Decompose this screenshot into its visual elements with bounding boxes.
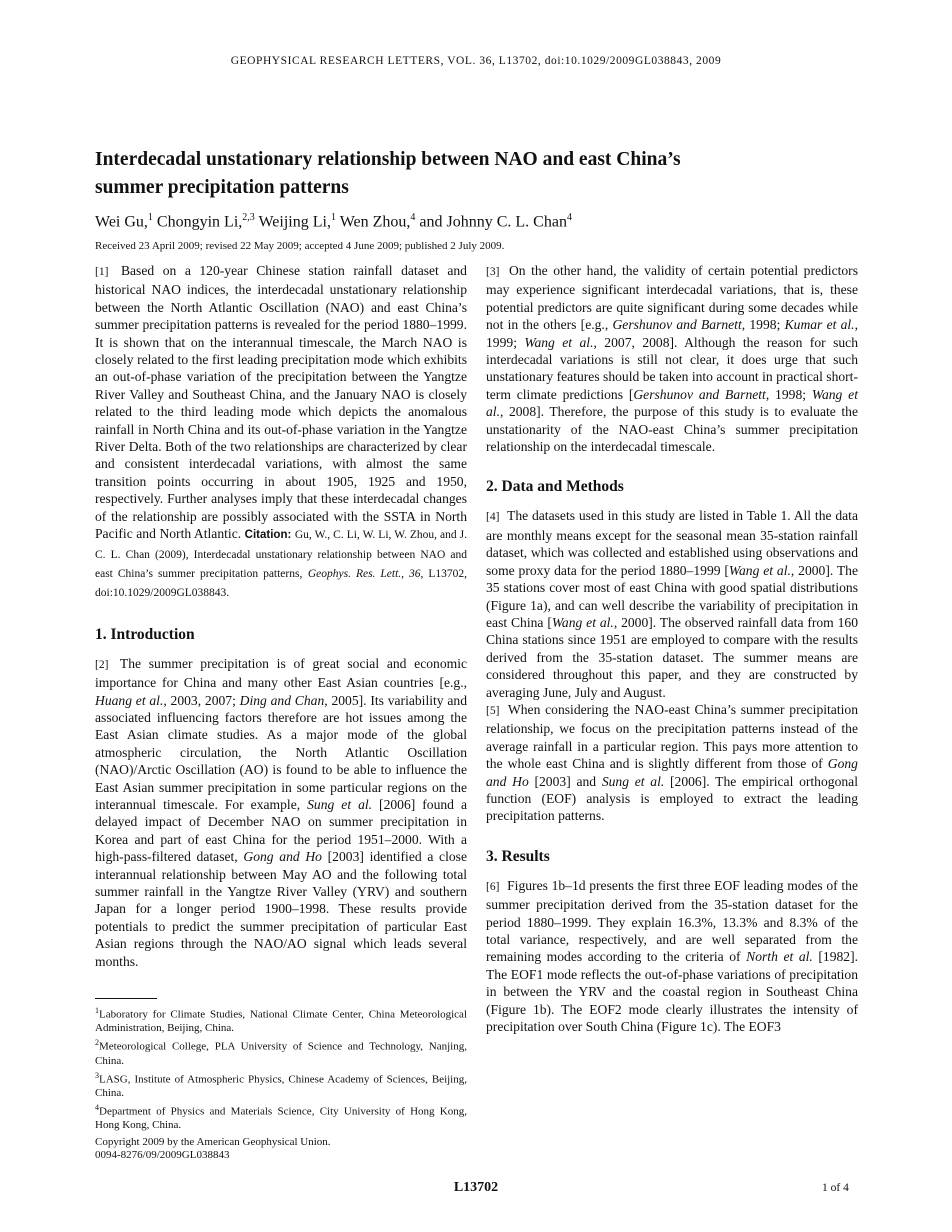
page-number: 1 of 4 [822, 1182, 849, 1194]
paragraph-2 [95, 655, 467, 970]
paragraph-4 [486, 507, 858, 700]
section-heading-data-methods: 2. Data and Methods [486, 478, 624, 496]
paragraph-text: , 1998; [741, 317, 781, 333]
author-name: and Johnny C. L. Chan [419, 213, 567, 231]
paragraph-text: On the other hand, the validity of certain potential predictors may experience significant interdecadal variations, that is, these potential predictors are quite significant during some decades while not in the others [e.g., [486, 263, 858, 333]
citation-journal: Geophys. Res. Lett. [307, 567, 402, 580]
paragraph-text: , 2007, 2008]. Although the reason for such interdecadal variations is still not clear, it does urge that such unstationary features should be taken into account in practical short-term climate predictions [ [486, 334, 858, 402]
reference-link: Ding and Chan [239, 692, 325, 708]
author-affiliation: 1 [147, 212, 153, 223]
issn-line: 0094-8276/09/2009GL038843 [95, 1149, 230, 1161]
paragraph-5 [486, 701, 858, 825]
copyright-notice [95, 1136, 467, 1162]
paragraph-text: When considering the NAO-east China’s summer precipitation relationship, we focus on the precipitation patterns instead of the average rainfall in a particular region. This pays more attention to the whole east China and is slightly different from those of [486, 701, 858, 772]
paragraph-text: , 2000]. The 35 stations cover most of east China with good spatial distributions (Figure 1a), and can well describe the variability of precipitation in east China [ [486, 562, 858, 630]
paragraph-3 [486, 262, 858, 455]
footnote-text: Meteorological College, PLA University of Science and Technology, Nanjing, China. [95, 1040, 467, 1067]
footnote-number: 1 [95, 1006, 99, 1015]
paragraph-number: [3] [486, 266, 500, 278]
running-head: GEOPHYSICAL RESEARCH LETTERS, VOL. 36, L13702, doi:10.1029/2009GL038843, 2009 [230, 55, 722, 67]
paragraph-text: The summer precipitation is of great social and economic importance for China and many other East Asian countries [e.g., [95, 655, 467, 691]
paragraph-text: [2006] found a delayed impact of December NAO on summer precipitation in Korea and part of east China for the period 1951–2000. With a high-pass-filtered dataset, [95, 796, 467, 865]
author-affiliation: 4 [410, 212, 416, 223]
abstract-paragraph: [1] Based on a 120-year Chinese station rainfall dataset and historical NAO indices, the interdecadal unstationary relationship between the North Atlantic Oscillation (NAO) and east China’s summer precipitation patterns is revealed for the period 1880–1999. It is shown that on the interannual timescale, the March NAO is closely related to the first leading precipitation mode which exhibits an out-of-phase variation of the precipitation between the Yangtze River Valley and Southeast China, and the January NAO is closely related to the third leading mode which depicts the anomalous rainfall in North China and its out-of-phase variation in the Yangtze River Delta. Both of the two relationships are characterized by clear and consistent interdecadal variations, with almost the same transition points occurring in about 1905, 1925 and 1950, respectively. Further analyses imply that these interdecadal changes of the relationship are possibly associated with the SSTA in North Pacific and North Atlantic. Citation: Gu, W., C. Li, W. Li, W. Zhou, and J. C. L. Chan (2009), Interdecadal unstationary relationship between NAO and east China’s summer precipitation patterns, Geophys. Res. Lett., 36, L13702, doi:10.1029/2009GL038843. [95, 263, 468, 600]
section-heading-introduction: 1. Introduction [95, 625, 195, 643]
footnote-rule [95, 998, 157, 999]
reference-link: Gong and Ho [486, 756, 858, 789]
paragraph-number: [1] [95, 266, 109, 278]
paragraph-text: [1982]. The EOF1 mode reflects the out-of-phase variations of precipitation in between the YRV and the coastal region in Southeast China (Figure 1b). The EOF2 mode clearly illustrates the intensity of precipitation over South China (Figure 1c). The EOF3 [486, 949, 859, 1035]
paragraph-number: [6] [486, 880, 500, 893]
footnote [95, 1101, 467, 1133]
article-title [95, 146, 855, 202]
citation-text: Gu, W., C. Li, W. Li, W. Zhou, and J. C. L. Chan (2009), Interdecadal unstationary relationship between NAO and east China’s summer precipitation patterns, [95, 529, 468, 580]
reference-link: Gershunov and Barnett [633, 386, 766, 402]
author-list [95, 208, 855, 232]
footnote-number: 3 [95, 1070, 99, 1080]
reference-link: Gong and Ho [243, 849, 322, 865]
paragraph-text: [2006]. The empirical orthogonal function (EOF) analysis is employed to extract the leading precipitation patterns. [486, 773, 858, 824]
paragraph-text: The datasets used in this study are listed in Table 1. All the data are monthly means except for the seasonal mean 35-station rainfall dataset, which was collected and established using observations and some proxy data for the period 1880–1999 [ [486, 508, 858, 578]
footnotes [95, 998, 467, 1133]
paragraph-text: [2003] identified a close interannual relationship between May AO and the following total summer rainfall in the Yangtze River Valley (YRV) and southern Japan for a longer period 1900–1998. These results provide potentials to predict the summer precipitation of particular East Asian regions through the NAO/AO signal which leads several months. [95, 849, 467, 969]
footnote [95, 1004, 467, 1036]
footnote [95, 1069, 467, 1101]
footnote-text: Department of Physics and Materials Science, City University of Hong Kong, Hong Kong, China. [95, 1105, 467, 1132]
reference-link: Wang et al. [486, 386, 858, 420]
paragraph-text: , 1999; [486, 317, 858, 350]
reference-link: North et al. [746, 949, 813, 965]
reference-link: Sung et al. [307, 796, 373, 812]
section-heading-results: 3. Results [486, 847, 550, 865]
author-affiliation: 4 [566, 212, 572, 223]
copyright-line: Copyright 2009 by the American Geophysical Union. [95, 1136, 331, 1148]
paragraph-6 [486, 877, 858, 1036]
paragraph-text: , 1998; [765, 386, 807, 402]
paragraph-number: [2] [95, 658, 109, 671]
author-name: Weijing Li, [258, 213, 331, 231]
paragraph-text: [2003] and [534, 773, 597, 789]
citation-doi: , L13702, doi:10.1029/2009GL038843. [95, 567, 468, 600]
reference-link: Wang et al. [524, 334, 594, 350]
title-line-2: summer precipitation patterns [95, 177, 349, 198]
paragraph-number: [5] [486, 704, 500, 717]
reference-link: Kumar et al. [784, 317, 855, 333]
footnote-number: 2 [95, 1038, 99, 1048]
citation-label: Citation: [244, 529, 292, 542]
paragraph-text: , 2000]. The observed rainfall data from 160 China stations since 1951 are employed to compare with the results derived from the 35-station dataset. The summer means are considered throughout this paper, and they are constructed by averaging June, July and August. [486, 614, 859, 700]
author-name: Wen Zhou, [339, 213, 411, 231]
paragraph-text: , 2005]. Its variability and associated influencing factors therefore are hot issues among the East Asian climate studies. As a major mode of the global atmospheric circulation, the North Atlantic Oscillation (NAO)/Arctic Oscillation (AO) is found to be able to influence the East Asian summer precipitation in some particular regions on the interannual timescale. For example, [95, 692, 467, 812]
footnote-text: LASG, Institute of Atmospheric Physics, Chinese Academy of Sciences, Beijing, China. [95, 1073, 467, 1099]
reference-link: Wang et al. [551, 614, 614, 630]
citation-volume: 36 [409, 567, 421, 580]
title-line-1: Interdecadal unstationary relationship between NAO and east China’s [95, 149, 681, 170]
reference-link: Huang et al. [95, 692, 164, 708]
paragraph-number: [4] [486, 511, 500, 524]
author-name: Chongyin Li, [156, 213, 243, 231]
reference-link: Gershunov and Barnett [612, 317, 742, 333]
reference-link: Wang et al. [728, 562, 791, 578]
author-affiliation: 2,3 [242, 212, 255, 223]
publication-dates: Received 23 April 2009; revised 22 May 2009; accepted 4 June 2009; published 2 July 2009. [95, 240, 505, 252]
author-name: Wei Gu, [95, 213, 148, 231]
footnote [95, 1036, 467, 1068]
footnote-text: Laboratory for Climate Studies, National Climate Center, China Meteorological Administration, Beijing, China. [95, 1008, 467, 1035]
paragraph-text: , 2003, 2007; [163, 692, 236, 708]
left-column [95, 262, 467, 970]
reference-link: Sung et al. [601, 773, 665, 789]
paragraph-text: , 2008]. Therefore, the purpose of this study is to evaluate the unstationarity of the NAO-east China’s summer precipitation relationship on the interdecadal timescale. [486, 404, 858, 455]
author-affiliation: 1 [330, 212, 336, 223]
paragraph-text: Figures 1b–1d presents the first three EOF leading modes of the summer precipitation derived from the 35-station dataset for the period 1880–1999. They explain 16.3%, 13.3% and 8.3% of the total variance, respectively, and are well separated from the remaining modes according to the criteria of [486, 877, 858, 965]
right-column [486, 262, 858, 1035]
footnote-number: 4 [95, 1102, 99, 1112]
article-id: L13702 [453, 1180, 499, 1195]
abstract-text: Based on a 120-year Chinese station rainfall dataset and historical NAO indices, the interdecadal unstationary relationship between the North Atlantic Oscillation (NAO) and east China’s summer precipitation patterns is revealed for the period 1880–1999. It is shown that on the interannual timescale, the March NAO is closely related to the first leading precipitation mode which exhibits an out-of-phase variation of the precipitation between the Yangtze River Valley and Southeast China, and the January NAO is closely related to the third leading mode which depicts the anomalous rainfall in North China and its out-of-phase variation in the Yangtze River Delta. Both of the two relationships are characterized by clear and consistent interdecadal variations, with almost the same transition points occurring in about 1905, 1925 and 1950, respectively. Further analyses imply that these interdecadal changes of the relationship are possibly associated with the SSTA in North Pacific and North Atlantic. [95, 263, 467, 542]
